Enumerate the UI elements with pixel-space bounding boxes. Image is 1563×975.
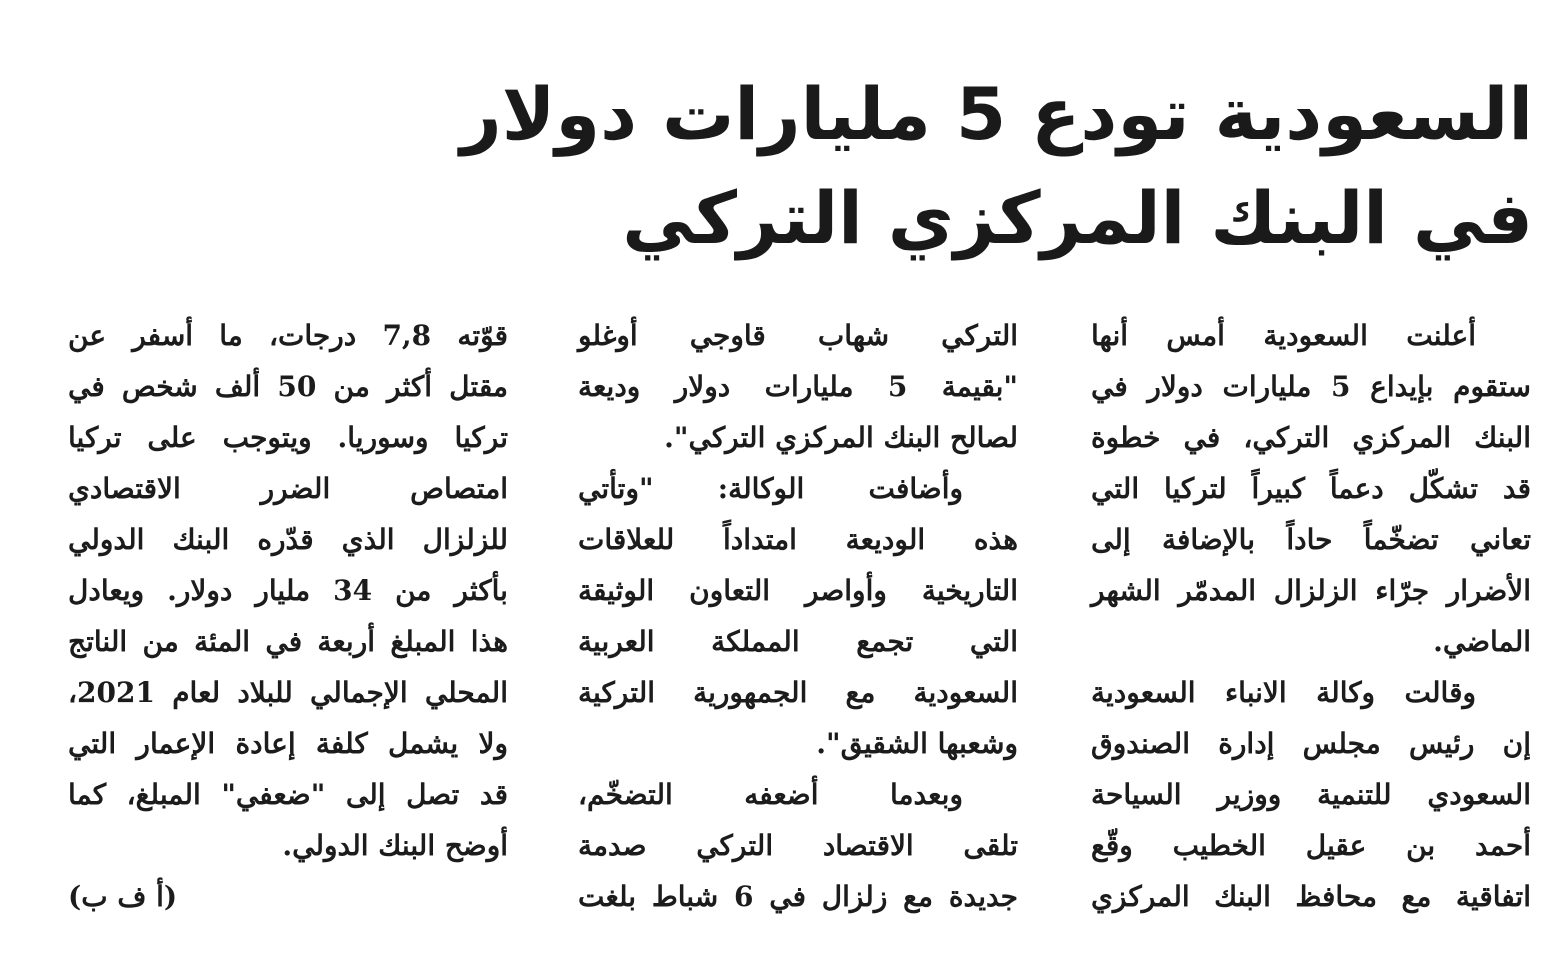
article-headline	[460, 62, 1533, 270]
text-line: التي تجمع المملكة العربية	[578, 625, 1018, 658]
text-line: امتصاص الضرر الاقتصادي	[68, 472, 508, 505]
text-line: جديدة مع زلزال في 6 شباط بلغت	[578, 880, 1018, 913]
text-line: للزلزال الذي قدّره البنك الدولي	[68, 523, 508, 556]
paragraph-4	[578, 463, 1018, 769]
text-line: قوّته 7,8 درجات، ما أسفر عن	[68, 319, 509, 352]
text-line: السعودي للتنمية ووزير السياحة	[1091, 778, 1531, 811]
text-line: أوضح البنك الدولي.	[282, 829, 508, 862]
text-line: السعودية مع الجمهورية التركية	[578, 676, 1018, 709]
text-line: مقتل أكثر من 50 ألف شخص في	[68, 370, 508, 403]
headline-line-2: في البنك المركزي التركي	[622, 176, 1533, 260]
paragraph-5	[578, 769, 1018, 922]
text-line: هذه الوديعة امتداداً للعلاقات	[578, 523, 1018, 556]
text-line: التركي شهاب قاوجي أوغلو	[578, 319, 1018, 352]
text-line: لصالح البنك المركزي التركي".	[664, 421, 1018, 454]
paragraph-2	[1091, 667, 1531, 922]
text-line: ولا يشمل كلفة إعادة الإعمار التي	[68, 727, 508, 760]
text-line: وأضافت الوكالة: "وتأتي	[578, 472, 963, 505]
headline-line-1: السعودية تودع 5 مليارات دولار	[460, 72, 1533, 156]
text-line: الماضي.	[1433, 625, 1531, 658]
text-line: اتفاقية مع محافظ البنك المركزي	[1091, 880, 1531, 913]
credit-paragraph	[68, 871, 508, 922]
text-line: تعاني تضخّماً حاداً بالإضافة إلى	[1091, 523, 1531, 556]
text-line: البنك المركزي التركي، في خطوة	[1091, 421, 1531, 454]
text-line: "بقيمة 5 مليارات دولار وديعة	[578, 370, 1018, 403]
text-line: قد تشكّل دعماً كبيراً لتركيا التي	[1091, 472, 1531, 505]
text-line: أعلنت السعودية أمس أنها	[1091, 319, 1476, 352]
text-line: قد تصل إلى "ضعفي" المبلغ، كما	[68, 778, 508, 811]
text-line: أحمد بن عقيل الخطيب وقّع	[1091, 829, 1531, 862]
article-column-3	[68, 310, 508, 922]
paragraph-3	[578, 310, 1018, 463]
text-line: وقالت وكالة الانباء السعودية	[1091, 676, 1476, 709]
paragraph-1	[1091, 310, 1531, 667]
paragraph-6	[68, 310, 508, 871]
text-line: تركيا وسوريا. ويتوجب على تركيا	[68, 421, 508, 454]
article-column-1	[1091, 310, 1531, 922]
text-line: وشعبها الشقيق".	[816, 727, 1018, 760]
article-column-2	[578, 310, 1018, 922]
text-line: المحلي الإجمالي للبلاد لعام 2021،	[68, 676, 508, 709]
agency-credit: (أ ف ب)	[68, 880, 178, 913]
text-line: تلقى الاقتصاد التركي صدمة	[578, 829, 1018, 862]
text-line: ستقوم بإيداع 5 مليارات دولار في	[1091, 370, 1531, 403]
text-line: الأضرار جرّاء الزلزال المدمّر الشهر	[1091, 574, 1531, 607]
text-line: هذا المبلغ أربعة في المئة من الناتج	[68, 625, 508, 658]
text-line: إن رئيس مجلس إدارة الصندوق	[1091, 727, 1531, 760]
text-line: التاريخية وأواصر التعاون الوثيقة	[578, 574, 1018, 607]
text-line: بأكثر من 34 مليار دولار. ويعادل	[68, 574, 508, 607]
text-line: وبعدما أضعفه التضخّم،	[578, 778, 963, 811]
